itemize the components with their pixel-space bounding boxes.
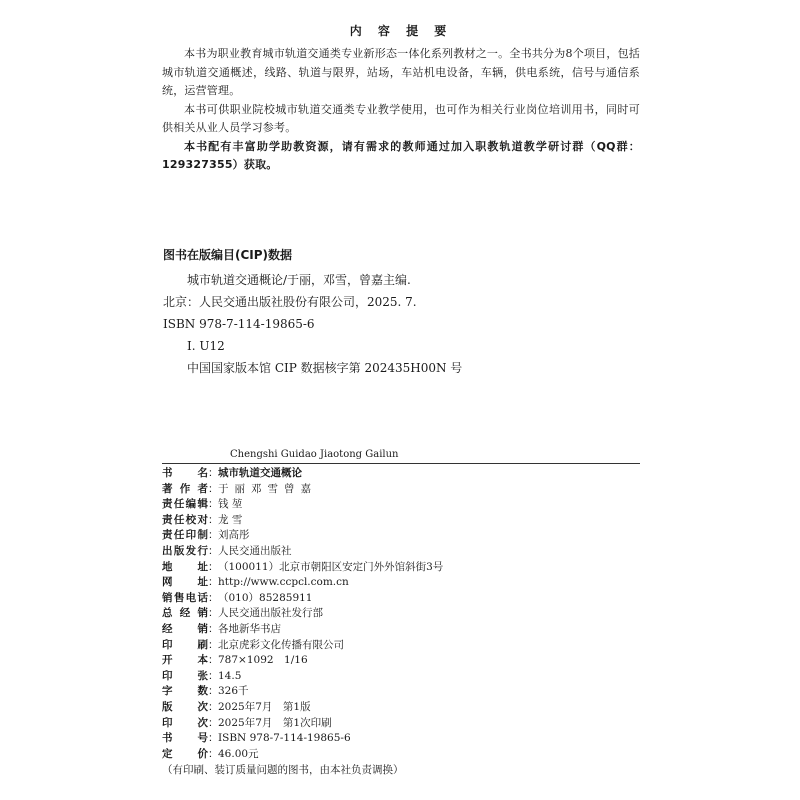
colophon-colon: ： <box>208 669 219 682</box>
colophon-label: 印 张 <box>162 669 208 682</box>
colophon-row <box>162 466 640 482</box>
colophon-row <box>162 638 640 654</box>
colophon-label: 责 任 印 制 <box>162 529 208 542</box>
colophon-rule <box>162 463 640 464</box>
colophon-row <box>162 669 640 685</box>
summary-resource-note: 本书配有丰富助学助教资源，请有需求的教师通过加入职教轨道教学研讨群（QQ群：129327355）获取。 <box>162 139 640 171</box>
colophon-row <box>162 544 640 560</box>
colophon-label: 印 次 <box>162 716 208 729</box>
colophon-row <box>162 482 640 498</box>
colophon-colon: ： <box>208 700 219 713</box>
colophon-row <box>162 497 640 513</box>
cip-title-line: 城市轨道交通概论/于丽，邓雪，曾嘉主编. <box>187 273 411 287</box>
colophon-row <box>162 716 640 732</box>
colophon-value: 787×1092 1/16 <box>218 654 308 667</box>
colophon-value: 2025年7月 第1版 <box>218 700 311 713</box>
colophon-value: 龙 雪 <box>218 513 243 526</box>
colophon-label: 销 售 电 话 <box>162 591 208 604</box>
cip-title: 图书在版编目(CIP)数据 <box>163 248 293 262</box>
colophon-row <box>162 560 640 576</box>
colophon-value: 北京虎彩文化传播有限公司 <box>218 638 344 651</box>
colophon-colon: ： <box>208 576 219 589</box>
pinyin-title: Chengshi Guidao Jiaotong Gailun <box>230 449 399 460</box>
summary-paragraph: 本书可供职业院校城市轨道交通类专业教学使用，也可作为相关行业岗位培训用书，同时可供相关从业人员学习参考。 <box>162 102 640 134</box>
colophon-value: 城市轨道交通概论 <box>218 467 302 479</box>
colophon-colon: ： <box>208 638 219 651</box>
colophon-row <box>162 684 640 700</box>
colophon-colon: ： <box>208 607 219 620</box>
colophon-row <box>162 528 640 544</box>
colophon-label: 开 本 <box>162 654 208 667</box>
cip-classification-line: Ⅰ. U12 <box>187 339 225 353</box>
colophon-label: 书 号 <box>162 732 208 745</box>
colophon-colon: ： <box>208 732 219 745</box>
colophon-value: （100011）北京市朝阳区安定门外外馆斜街3号 <box>218 560 444 573</box>
colophon-row <box>162 700 640 716</box>
colophon-label: 印 刷 <box>162 638 208 651</box>
colophon-value: http://www.ccpcl.com.cn <box>218 576 349 589</box>
colophon-row <box>162 747 640 763</box>
colophon-row <box>162 731 640 747</box>
colophon-row <box>162 622 640 638</box>
colophon-colon: ： <box>208 529 219 542</box>
colophon-label: 出 版 发 行 <box>162 544 208 557</box>
colophon-colon: ： <box>208 467 219 479</box>
colophon-label: 总 经 销 <box>162 607 208 620</box>
colophon-row <box>162 513 640 529</box>
colophon-colon: ： <box>208 685 219 698</box>
colophon-colon: ： <box>208 747 219 760</box>
quality-note: （有印刷、装订质量问题的图书，由本社负责调换） <box>162 764 404 777</box>
colophon-value: 钱 堃 <box>218 498 243 511</box>
colophon-label: 地 址 <box>162 560 208 573</box>
colophon-value: 46.00元 <box>218 747 259 760</box>
colophon-row <box>162 575 640 591</box>
colophon-value: 于丽邓雪曾嘉 <box>218 482 317 495</box>
colophon-colon: ： <box>208 591 219 604</box>
content-summary <box>162 22 640 175</box>
colophon-rows <box>162 466 640 762</box>
colophon-colon: ： <box>208 482 219 495</box>
colophon-colon: ： <box>208 654 219 667</box>
colophon-value: 人民交通出版社发行部 <box>218 607 323 620</box>
summary-paragraph: 本书为职业教育城市轨道交通类专业新形态一体化系列教材之一。全书共分为8个项目，包括城市轨道交通概述，线路、轨道与限界，站场，车站机电设备，车辆，供电系统，信号与通信系统，运营管理。 <box>162 47 640 97</box>
colophon-value: 人民交通出版社 <box>218 544 292 557</box>
colophon-label: 经 销 <box>162 622 208 635</box>
colophon-value: 14.5 <box>218 669 242 682</box>
cip-publisher-line: 北京：人民交通出版社股份有限公司，2025. 7. <box>163 295 417 309</box>
colophon-value: 326千 <box>218 685 249 698</box>
colophon-value: 各地新华书店 <box>218 622 281 635</box>
colophon-label: 版 次 <box>162 700 208 713</box>
cip-data-block <box>163 246 641 379</box>
colophon-value: ISBN 978-7-114-19865-6 <box>218 732 351 745</box>
colophon-colon: ： <box>208 544 219 557</box>
colophon-value: 2025年7月 第1次印刷 <box>218 716 332 729</box>
colophon-value: 刘高彤 <box>218 529 250 542</box>
colophon-label: 网 址 <box>162 576 208 589</box>
colophon-colon: ： <box>208 498 219 511</box>
colophon <box>162 448 640 778</box>
colophon-label: 责 任 校 对 <box>162 513 208 526</box>
colophon-colon: ： <box>208 513 219 526</box>
colophon-label: 定 价 <box>162 747 208 760</box>
colophon-colon: ： <box>208 560 219 573</box>
colophon-row <box>162 606 640 622</box>
colophon-row <box>162 591 640 607</box>
cip-isbn-line: ISBN 978-7-114-19865-6 <box>163 317 315 331</box>
colophon-value: （010）85285911 <box>218 591 313 604</box>
colophon-label: 书 名 <box>162 467 208 479</box>
colophon-colon: ： <box>208 622 219 635</box>
colophon-label: 著 作 者 <box>162 482 208 495</box>
colophon-label: 字 数 <box>162 685 208 698</box>
colophon-label: 责 任 编 辑 <box>162 498 208 511</box>
colophon-row <box>162 653 640 669</box>
colophon-colon: ： <box>208 716 219 729</box>
summary-title: 内 容 提 要 <box>349 24 453 38</box>
cip-record-number-line: 中国国家版本馆 CIP 数据核字第 202435H00N 号 <box>187 361 463 375</box>
